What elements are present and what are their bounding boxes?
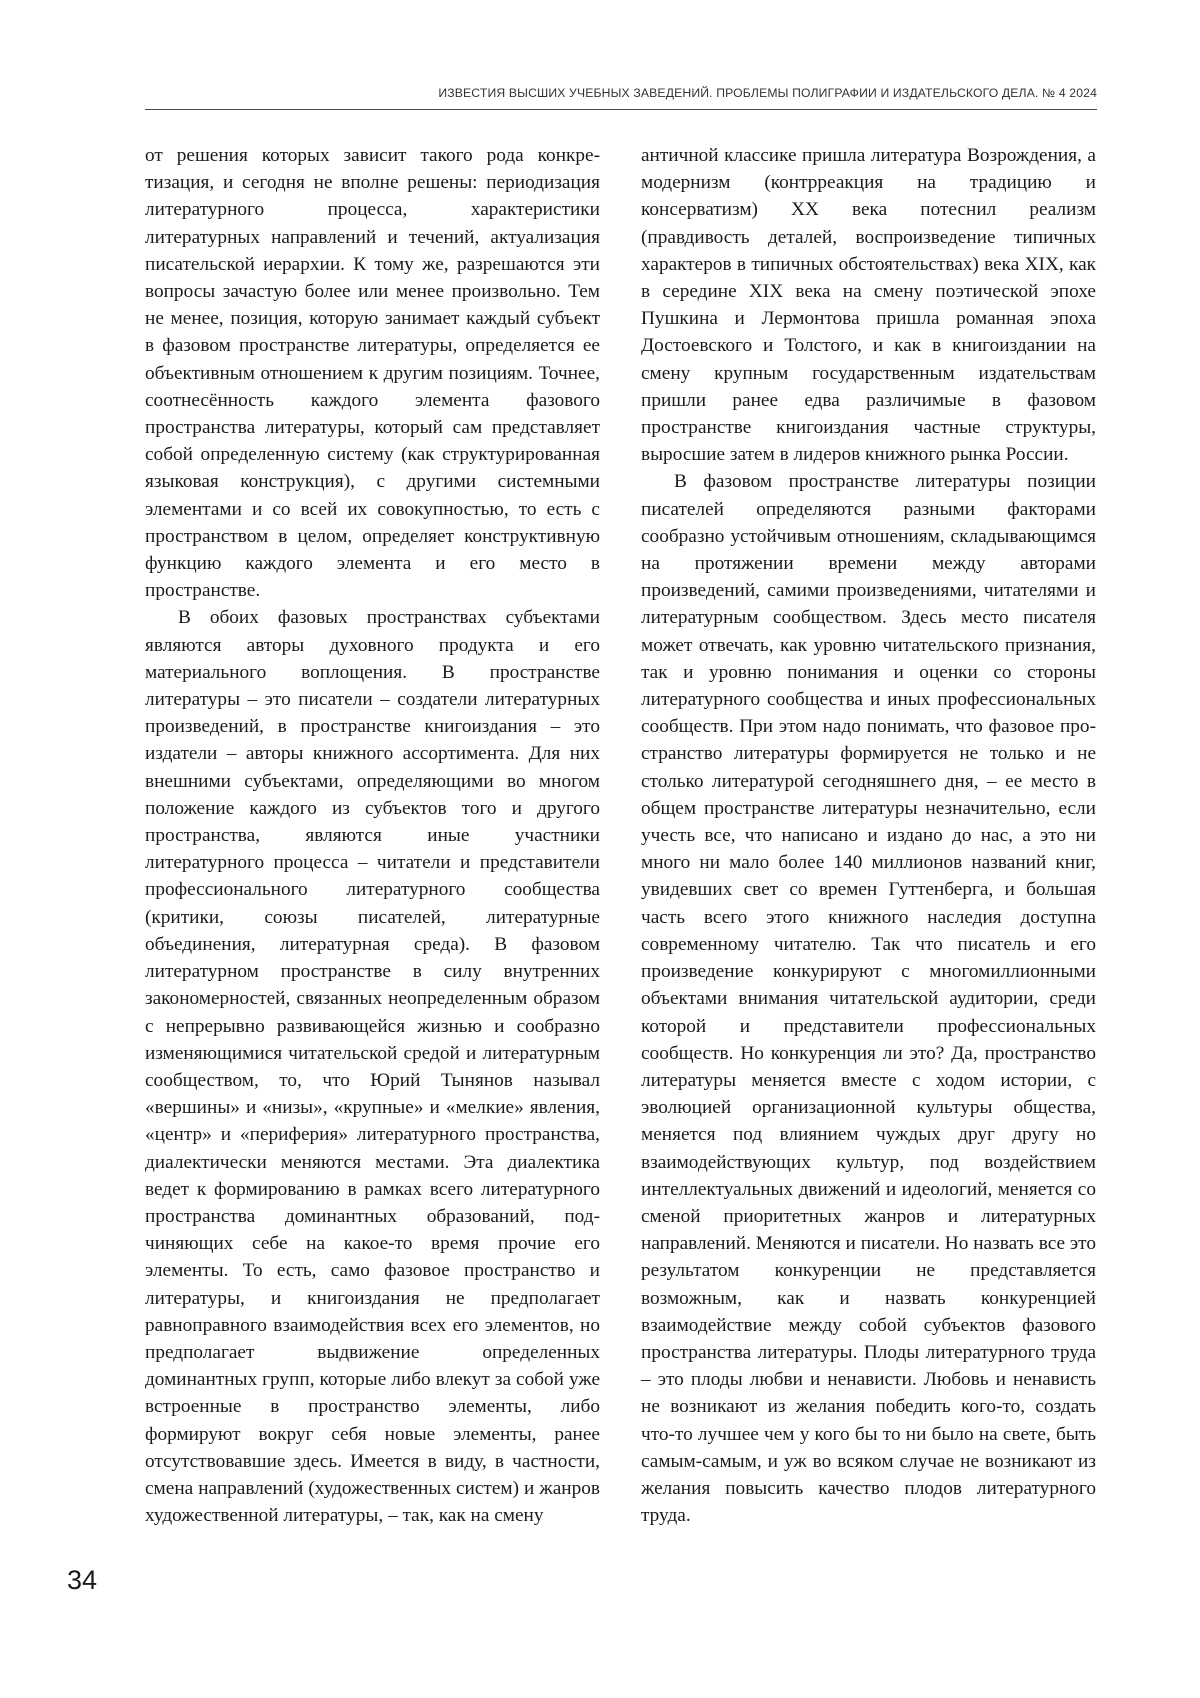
page-number: 34	[67, 1565, 98, 1595]
running-header: ИЗВЕСТИЯ ВЫСШИХ УЧЕБНЫХ ЗАВЕДЕНИЙ. ПРОБЛЕМЫ ПОЛИГРАФИИ И ИЗДАТЕЛЬСКОГО ДЕЛА. № 4 2024	[438, 86, 1097, 100]
right-paragraph-2: В фазовом пространстве литературы позиции писателей определяются разными факторами сообразно устойчивым отношениям, складывающимся на протяжении времени между авторами произведений, самими произведениями, читателями и литературным сообществом. Здесь место писателя может отвечать, как уровню читательского признания, так и уровню понимания и оценки со стороны литературного сообщества и иных профессиональных сообществ. При этом надо понимать, что фазовое пространство литературы формируется не только и не столько литературой сегодняшнего дня, – ее место в общем пространстве литературы незначительно, если учесть все, что написано и издано до нас, а это ни много ни мало более 140 миллионов названий книг, увидевших свет со времен Гуттенберга, и большая часть всего этого книжного наследия доступна современному читателю. Так что писатель и его произведение конкурируют с многомиллионными объектами внимания читательской аудитории, среди которой и представители профессиональных сообществ. Но конкуренция ли это? Да, пространство литературы меняется вместе с ходом истории, с эволюцией организационной культуры общества, меняется под влиянием чуждых друг другу но взаимодействующих культур, под воздействием интеллектуальных движений и идеологий, меняется со сменой приоритетных жанров и литературных направлений. Меняются и писатели. Но назвать все это результатом конкуренции не представляется возможным, как и назвать конкуренцией взаимодействие между собой субъектов фазового пространства литературы. Плоды литературного труда – это плоды любви и ненависти. Любовь и ненависть не возникают из желания победить кого-то, создать что-то лучшее чем у кого бы то ни было на свете, быть самым-самым, и уж во всяком случае не возникают из желания повысить качество плодов литературного труда.	[641, 471, 1096, 1527]
right-column	[641, 142, 1096, 1529]
right-paragraph-1: античной классике пришла литература Возрождения, а модернизм (контрреакция на традицию и консерватизм) XX века потеснил реализм (правдивость деталей, воспроизведение типичных характеров в типичных обстоятельствах) века XIX, как в середине XIX века на смену поэтической эпохе Пушкина и Лермонтова пришла романная эпоха Достоевского и Толстого, и как в книгоиздании на смену крупным государственным издательствам пришли ранее едва различимые в фазовом пространстве книгоиздания частные структуры, выросшие затем в лидеров книжного рынка России.	[641, 145, 1096, 466]
left-paragraph-1: от решения которых зависит такого рода конкретизация, и сегодня не вполне решены: периодизация литературного процесса, характеристики литературных направлений и течений, актуализация писательской иерархии. К тому же, разрешаются эти вопросы зачастую более или менее произвольно. Тем не менее, позиция, которую занимает каждый субъект в фазовом пространстве литературы, определяется ее объективным отношением к другим позициям. Точнее, соотнесённость каждого элемента фазового пространства литературы, который сам представляет собой определенную систему (как структурированная языковая конструкция), с другими системными элементами и со всей их совокупностью, то есть с пространством в целом, определяет конструктивную функцию каждого элемента и его место в пространстве.	[145, 145, 600, 602]
left-paragraph-2: В обоих фазовых пространствах субъектами являются авторы духовного продукта и его материального воплощения. В пространстве литературы – это писатели – создатели литературных произведений, в пространстве книгоиздания – это издатели – авторы книжного ассортимента. Для них внешними субъектами, определяющими во многом положение каждого из субъектов того и другого пространства, являются иные участники литературного процесса – читатели и представители профессионального литературного сообщества (критики, союзы писателей, литературные объединения, литературная среда). В фазовом литературном пространстве в силу внутренних закономерностей, связанных неопределенным образом с непрерывно развивающейся жизнью и сообразно изменяющимися читательской средой и литературным сообществом, то, что Юрий Тынянов называл «вершины» и «низы», «крупные» и «мелкие» явления, «центр» и «периферия» литературного пространства, диалектически меняются местами. Эта диалектика ведет к формированию в рамках всего литературного пространства доминантных образований, подчиняющих себе на какое-то время прочие его элементы. То есть, само фазовое пространство и литературы, и книгоиздания не предполагает равноправного взаимодействия всех его элементов, но предполагает выдвижение определенных доминантных групп, которые либо влекут за собой уже встроенные в пространство элементы, либо формируют вокруг себя новые элементы, ранее отсутствовавшие здесь. Имеется в виду, в частности, смена направлений (художественных систем) и жанров художественной литературы, – так, как на смену	[145, 607, 600, 1527]
header-divider	[145, 109, 1097, 110]
left-column	[145, 142, 600, 1529]
